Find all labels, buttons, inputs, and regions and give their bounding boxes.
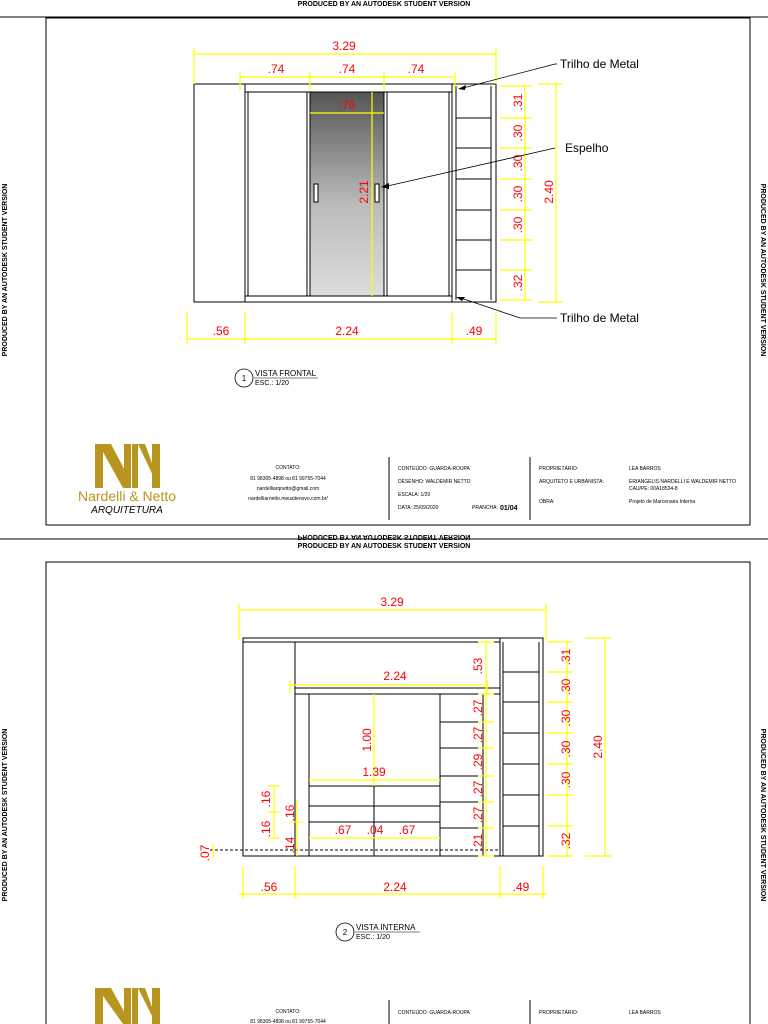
dim-mirror-width: .76 <box>338 98 356 112</box>
watermark-bottom-flipped: PRODUCED BY AN AUTODESK STUDENT VERSION <box>297 533 471 540</box>
logo-name: Nardelli & Netto <box>77 488 177 504</box>
sheet-2-frame <box>46 562 750 1024</box>
dim2-total-height: 2.40 <box>591 735 605 759</box>
dim2-d3: .16 <box>259 820 273 838</box>
dim2-shelf-3: .30 <box>559 709 573 727</box>
mirror-panel <box>310 92 384 296</box>
svg-text:ARQUITETO E URBANISTA:: ARQUITETO E URBANISTA: <box>539 479 604 485</box>
dim2-drawer-left: .67 <box>334 823 352 837</box>
svg-text:ERIANGELIS NARDELLI E WALDEMIR: ERIANGELIS NARDELLI E WALDEMIR NETTO <box>629 479 736 485</box>
dim2-d1: .16 <box>259 790 273 808</box>
svg-text:DATA: 25/09/2020: DATA: 25/09/2020 <box>398 505 439 511</box>
dim2-shelf-6: .32 <box>559 832 573 850</box>
svg-text:ESC.: 1/20: ESC.: 1/20 <box>255 380 289 387</box>
dim2-bottom-left: .56 <box>260 880 278 894</box>
dim2-drawer-gap: .04 <box>366 823 384 837</box>
svg-text:nardelliarqnetto@gmail.com: nardelliarqnetto@gmail.com <box>256 486 320 492</box>
dim-shelf-3: .30 <box>511 154 525 172</box>
svg-text:nardelliarnetto.meusitenovo.co: nardelliarnetto.meusitenovo.com.br/ <box>248 496 328 502</box>
view-label-frontal <box>235 369 318 387</box>
svg-text:81 98305-4898 ou 81 99755-7044: 81 98305-4898 ou 81 99755-7044 <box>250 1019 326 1024</box>
dim-shelf-6: .32 <box>511 274 525 292</box>
svg-text:1: 1 <box>241 374 247 383</box>
svg-text:LEA BARROS: LEA BARROS <box>629 1010 661 1016</box>
door-handle-left <box>314 184 318 202</box>
callouts <box>383 64 557 318</box>
view-label-interior <box>336 923 420 941</box>
dim-shelf-5: .30 <box>511 216 525 234</box>
svg-text:DESENHO: WALDEMIR NETTO: DESENHO: WALDEMIR NETTO <box>398 479 471 485</box>
dim2-shelf-1: .31 <box>559 648 573 666</box>
dim-mirror-height: 2.21 <box>357 180 371 204</box>
label-mirror: Espelho <box>565 141 609 155</box>
sheet-1-frame <box>46 18 750 525</box>
dim2-inner-width: 2.24 <box>383 669 407 683</box>
svg-text:ESC.: 1/20: ESC.: 1/20 <box>356 934 390 941</box>
dim-bottom-left: .56 <box>212 324 230 338</box>
svg-text:81 98305-4898 ou 81 99755-7044: 81 98305-4898 ou 81 99755-7044 <box>250 476 326 482</box>
svg-text:VISTA INTERNA: VISTA INTERNA <box>356 923 416 932</box>
svg-text:PROPRIETÁRIO:: PROPRIETÁRIO: <box>539 1010 579 1016</box>
dim2-bottom-mid: 2.24 <box>383 880 407 894</box>
svg-text:CAU/PE: 00A18534-8: CAU/PE: 00A18534-8 <box>629 486 678 492</box>
dimension-texts-sheet2 <box>198 595 605 894</box>
svg-text:CONTATO:: CONTATO: <box>275 465 301 471</box>
dim2-overall: 3.29 <box>380 595 404 609</box>
svg-text:CONTEÚDO: GUARDA-ROUPA: CONTEÚDO: GUARDA-ROUPA <box>398 466 470 472</box>
logo-mark <box>95 444 160 488</box>
svg-text:LEA BARROS: LEA BARROS <box>629 466 661 472</box>
dim2-shelf-2: .30 <box>559 678 573 696</box>
svg-text:2: 2 <box>342 928 348 937</box>
dim2-hang-height: 1.00 <box>360 728 374 752</box>
dim2-top-gap: .53 <box>471 657 485 675</box>
watermark-right-2: PRODUCED BY AN AUTODESK STUDENT VERSION <box>759 728 766 902</box>
svg-text:CONTEÚDO: GUARDA-ROUPA: CONTEÚDO: GUARDA-ROUPA <box>398 1010 470 1016</box>
dim-shelf-2: .30 <box>511 124 525 142</box>
watermark-left: PRODUCED BY AN AUTODESK STUDENT VERSION <box>2 183 9 357</box>
dim2-drawer-right: .67 <box>398 823 416 837</box>
dim2-shelf-5: .30 <box>559 771 573 789</box>
logo-subtitle: ARQUITETURA <box>91 505 163 516</box>
title-block-1 <box>78 444 736 520</box>
watermark-top-2: PRODUCED BY AN AUTODESK STUDENT VERSION <box>297 543 471 550</box>
dim2-shelf-4: .30 <box>559 740 573 758</box>
watermark-top: PRODUCED BY AN AUTODESK STUDENT VERSION <box>297 1 471 8</box>
label-rail-top: Trilho de Metal <box>560 57 639 71</box>
dim-panel-1: .74 <box>267 62 285 76</box>
sheet-1 <box>0 1 768 540</box>
dimension-lines-sheet2 <box>213 604 611 898</box>
dim2-plinth: .07 <box>198 844 212 862</box>
dim-panel-3: .74 <box>407 62 425 76</box>
dim2-col-3: .29 <box>471 753 485 771</box>
dim2-d4: .14 <box>283 836 297 854</box>
dim2-bottom-right: .49 <box>512 880 530 894</box>
dim-bottom-mid: 2.24 <box>335 324 359 338</box>
dim2-d2: .16 <box>283 804 297 822</box>
svg-text:ESCALA: 1/20: ESCALA: 1/20 <box>398 492 431 498</box>
svg-text:OBRA:: OBRA: <box>539 499 555 505</box>
dim2-col-2: .27 <box>471 726 485 744</box>
watermark-right: PRODUCED BY AN AUTODESK STUDENT VERSION <box>759 183 766 357</box>
watermark-left-2: PRODUCED BY AN AUTODESK STUDENT VERSION <box>2 728 9 902</box>
dim-shelf-4: .30 <box>511 185 525 203</box>
sheet-2 <box>2 543 766 1024</box>
svg-text:VISTA FRONTAL: VISTA FRONTAL <box>255 369 317 378</box>
wardrobe-frontal <box>194 84 496 302</box>
label-rail-bottom: Trilho de Metal <box>560 311 639 325</box>
svg-text:CONTATO:: CONTATO: <box>275 1009 301 1015</box>
dim-total-height: 2.40 <box>542 180 556 204</box>
dim2-drawer-width: 1.39 <box>362 765 386 779</box>
dim-overall-width: 3.29 <box>332 39 356 53</box>
dim-shelf-1: .31 <box>511 93 525 111</box>
title-block-2 <box>95 988 661 1024</box>
dim2-col-4: .27 <box>471 780 485 798</box>
svg-text:PROPRIETÁRIO:: PROPRIETÁRIO: <box>539 466 579 472</box>
dim2-col-6: .21 <box>471 833 485 851</box>
dim-bottom-right: .49 <box>465 324 483 338</box>
svg-text:Projeto de Marcenaria Interna: Projeto de Marcenaria Interna <box>629 499 696 505</box>
dim2-col-1: .27 <box>471 699 485 717</box>
sheet-number: 01/04 <box>500 505 518 512</box>
door-handle-right <box>375 184 379 202</box>
logo-mark-2 <box>95 988 160 1024</box>
dim-panel-2: .74 <box>338 62 356 76</box>
svg-text:PRANCHA:: PRANCHA: <box>472 505 498 511</box>
dim2-col-5: .27 <box>471 806 485 824</box>
